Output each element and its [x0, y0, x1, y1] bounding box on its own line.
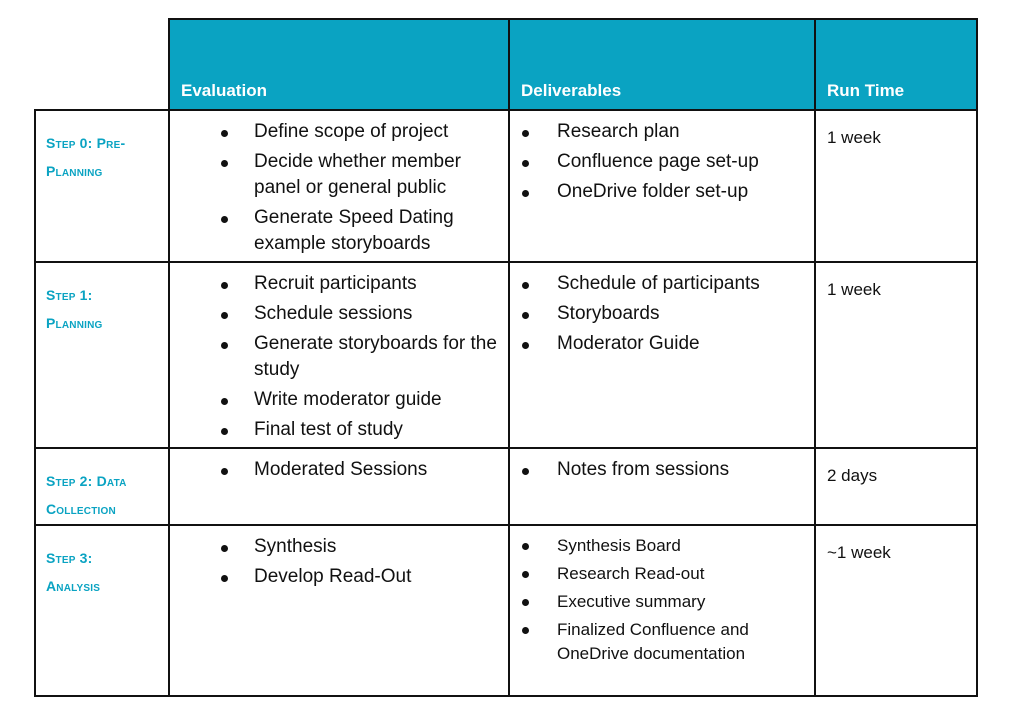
deliverables-cell: [509, 262, 815, 448]
list-item: Research plan: [510, 119, 808, 145]
deliverables-cell: [509, 448, 815, 525]
run-time-cell: 1 week: [815, 262, 977, 448]
list-item: Notes from sessions: [510, 457, 808, 483]
header-evaluation: Evaluation: [169, 19, 509, 110]
step-label: [35, 262, 169, 448]
table-row: [35, 525, 977, 696]
evaluation-list: [170, 111, 508, 257]
list-item: Develop Read-Out: [170, 564, 502, 590]
step-label: [35, 525, 169, 696]
list-item: Write moderator guide: [170, 387, 502, 413]
list-item: Define scope of project: [170, 119, 502, 145]
list-item: Confluence page set-up: [510, 149, 808, 175]
step-label-line1: Step 2: Data: [46, 473, 127, 489]
header-run-time: Run Time: [815, 19, 977, 110]
table-row: [35, 110, 977, 262]
step-label-line1: Step 3:: [46, 550, 93, 566]
deliverables-cell: [509, 525, 815, 696]
step-label: [35, 448, 169, 525]
list-item: Research Read-out: [510, 562, 808, 586]
list-item: Recruit participants: [170, 271, 502, 297]
run-time-cell: ~1 week: [815, 525, 977, 696]
deliverables-list: [510, 111, 814, 205]
evaluation-list: [170, 263, 508, 443]
list-item: Executive summary: [510, 590, 808, 614]
table-row: [35, 448, 977, 525]
step-label-line2: Planning: [46, 163, 103, 179]
list-item: Moderator Guide: [510, 331, 808, 357]
deliverables-cell: [509, 110, 815, 262]
list-item: Synthesis Board: [510, 534, 808, 558]
evaluation-list: [170, 526, 508, 590]
header-row: [35, 19, 977, 110]
list-item: Generate Speed Dating example storyboards: [170, 205, 502, 257]
deliverables-list: [510, 526, 814, 666]
step-label: [35, 110, 169, 262]
evaluation-cell: [169, 110, 509, 262]
list-item: Moderated Sessions: [170, 457, 502, 483]
step-label-line2: Collection: [46, 501, 116, 517]
evaluation-cell: [169, 262, 509, 448]
header-deliverables: Deliverables: [509, 19, 815, 110]
step-label-line1: Step 0: Pre-: [46, 135, 126, 151]
deliverables-list: [510, 263, 814, 357]
list-item: Finalized Confluence and OneDrive documentation: [510, 618, 808, 666]
list-item: Schedule sessions: [170, 301, 502, 327]
run-time-cell: 1 week: [815, 110, 977, 262]
evaluation-list: [170, 449, 508, 483]
list-item: Synthesis: [170, 534, 502, 560]
step-label-line2: Analysis: [46, 578, 101, 594]
table-row: [35, 262, 977, 448]
header-empty-cell: [35, 19, 169, 110]
list-item: OneDrive folder set-up: [510, 179, 808, 205]
evaluation-cell: [169, 448, 509, 525]
list-item: Decide whether member panel or general public: [170, 149, 502, 201]
deliverables-list: [510, 449, 814, 483]
list-item: Storyboards: [510, 301, 808, 327]
step-label-line2: Planning: [46, 315, 103, 331]
run-time-cell: 2 days: [815, 448, 977, 525]
list-item: Generate storyboards for the study: [170, 331, 502, 383]
evaluation-cell: [169, 525, 509, 696]
step-label-line1: Step 1:: [46, 287, 93, 303]
project-plan-table: [34, 18, 978, 697]
list-item: Final test of study: [170, 417, 502, 443]
list-item: Schedule of participants: [510, 271, 808, 297]
